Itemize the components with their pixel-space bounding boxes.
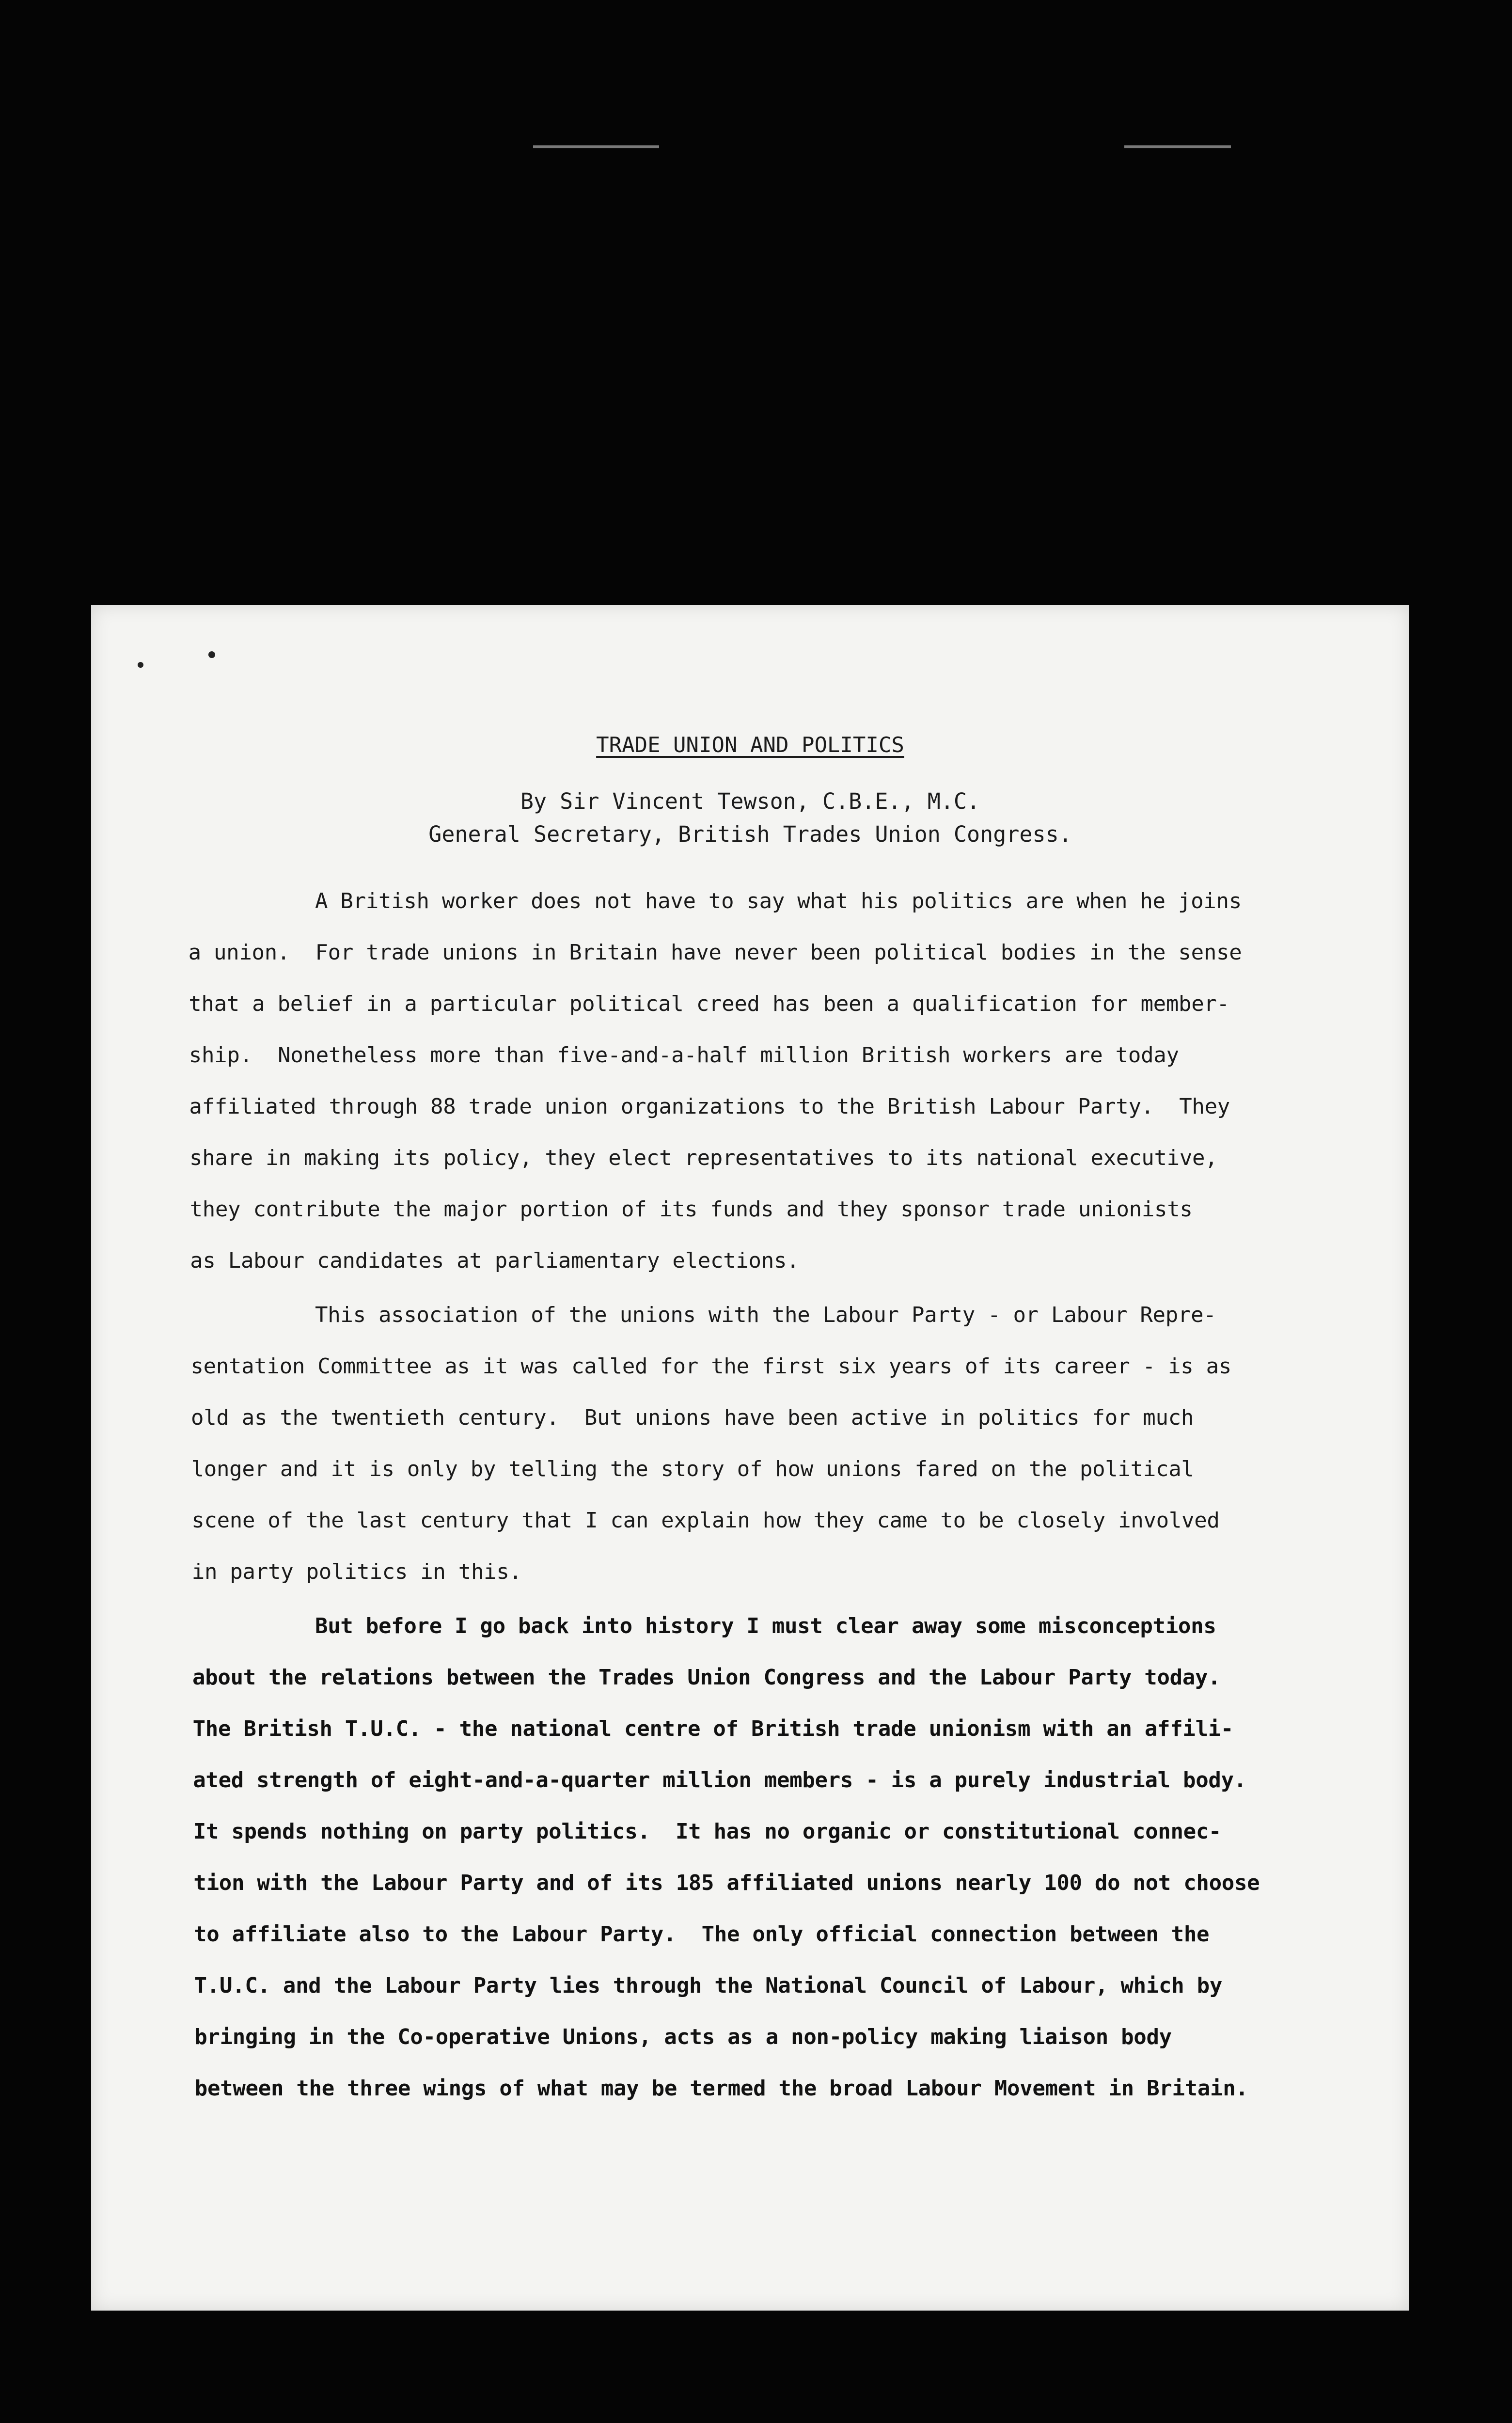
body-line: The British T.U.C. - the national centre of British trade unionism with an affili- bbox=[192, 1716, 1234, 1741]
body-line: sentation Committee as it was called for the first six years of its career - is as bbox=[190, 1354, 1231, 1379]
page-mark bbox=[138, 662, 143, 668]
body-line: affiliated through 88 trade union organizations to the British Labour Party. They bbox=[189, 1094, 1230, 1119]
film-speck bbox=[533, 145, 659, 148]
body-line: ship. Nonetheless more than five-and-a-half million British workers are today bbox=[189, 1043, 1179, 1068]
byline-position: General Secretary, British Trades Union Congress. bbox=[428, 821, 1072, 847]
body-line: that a belief in a particular political creed has been a qualification for member- bbox=[189, 991, 1229, 1016]
body-line: scene of the last century that I can explain how they came to be closely involved bbox=[191, 1508, 1220, 1533]
body-line: bringing in the Co-operative Unions, acts as a non-policy making liaison body bbox=[194, 2025, 1172, 2049]
body-line: about the relations between the Trades Union Congress and the Labour Party today. bbox=[192, 1665, 1221, 1690]
body-line: as Labour candidates at parliamentary elections. bbox=[190, 1248, 800, 1273]
body-line: they contribute the major portion of its funds and they sponsor trade unionists bbox=[189, 1197, 1193, 1222]
document-title: TRADE UNION AND POLITICS bbox=[596, 733, 904, 757]
body-line: It spends nothing on party politics. It has no organic or constitutional connec- bbox=[193, 1819, 1222, 1844]
page-mark bbox=[208, 651, 215, 658]
body-line: tion with the Labour Party and of its 185 affiliated unions nearly 100 do not choose bbox=[193, 1871, 1260, 1895]
body-line: A British worker does not have to say what his politics are when he joins bbox=[315, 889, 1242, 913]
body-line: a union. For trade unions in Britain have never been political bodies in the sense bbox=[188, 940, 1242, 965]
film-speck bbox=[1124, 145, 1231, 148]
body-line: to affiliate also to the Labour Party. The only official connection between the bbox=[194, 1922, 1210, 1947]
body-line: ated strength of eight-and-a-quarter million members - is a purely industrial body. bbox=[193, 1768, 1246, 1793]
body-line: share in making its policy, they elect representatives to its national executive, bbox=[189, 1146, 1218, 1170]
body-line: old as the twentieth century. But unions have been active in politics for much bbox=[191, 1405, 1194, 1430]
body-line: between the three wings of what may be termed the broad Labour Movement in Britain. bbox=[194, 2076, 1248, 2101]
byline-author: By Sir Vincent Tewson, C.B.E., M.C. bbox=[520, 788, 980, 814]
body-line: This association of the unions with the Labour Party - or Labour Repre- bbox=[315, 1303, 1216, 1327]
typed-document-page bbox=[91, 605, 1409, 2311]
body-line: T.U.C. and the Labour Party lies through the National Council of Labour, which by bbox=[194, 1973, 1223, 1998]
body-line: longer and it is only by telling the story of how unions fared on the political bbox=[191, 1457, 1194, 1481]
body-line: But before I go back into history I must clear away some misconceptions bbox=[315, 1614, 1216, 1638]
byline bbox=[91, 785, 1409, 851]
body-line: in party politics in this. bbox=[191, 1559, 522, 1584]
